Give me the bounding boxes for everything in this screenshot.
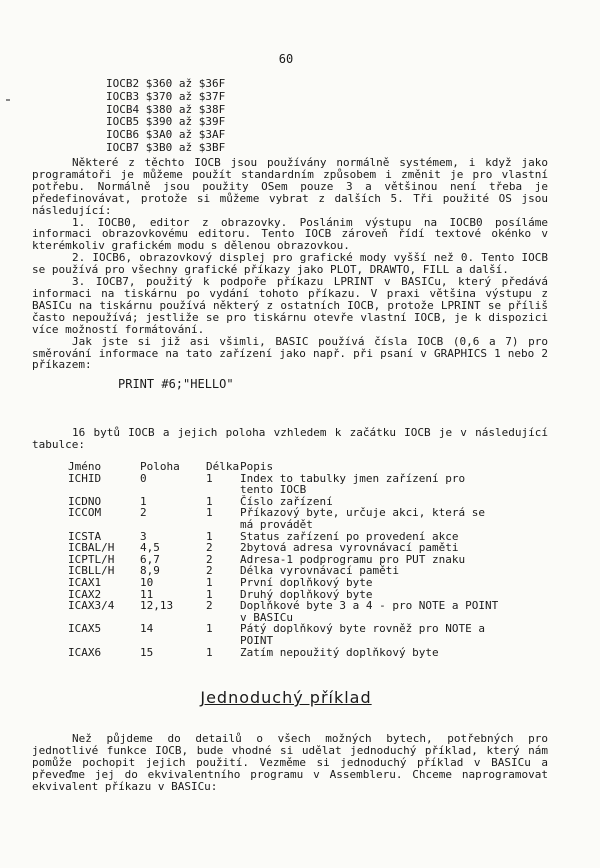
cell-name: ICHID [68,471,102,485]
cell-description: Pátý doplňkový byte rovněž pro NOTE a POINT [240,622,486,647]
cell-name: ICAX1 [68,575,102,589]
cell-description: Zatím nepoužitý doplňkový byte [240,645,439,659]
cell-position: 4,5 [140,541,160,555]
cell-name: ICPTL/H [68,552,115,566]
cell-description: Příkazový byte, určuje akci, která se má provádět [240,506,486,531]
cell-length: 2 [206,552,213,566]
list-item-iocb0: 1. IOCB0, editor z obrazovky. Poslánim výstupu na IOCB0 posíláme informaci obrazovkovému editoru. Tento IOCB zároveň řídí textové okénko v kterémkoliv grafickém modu s dělenou obrazovkou. [32,215,548,253]
table-row [68,577,500,589]
cell-name: ICAX5 [68,622,102,636]
cell-description: Status zařízení po provedení akce [240,529,459,543]
cell-position: 0 [140,471,147,485]
cell-description: Adresa-1 podprogramu pro PUT znaku [240,552,466,566]
cell-name: ICAX2 [68,587,102,601]
cell-length: 1 [206,494,213,508]
cell-name: ICCOM [68,506,102,520]
iocb-line: IOCB4 $380 až $38F [106,102,226,116]
cell-position: 15 [140,645,154,659]
cell-name: ICDNO [68,494,102,508]
cell-length: 1 [206,587,213,601]
cell-description: Druhý doplňkový byte [240,587,373,601]
table-row [68,623,500,646]
cell-description: Délka vyrovnávací paměti [240,564,399,578]
iocb-line: IOCB6 $3A0 až $3AF [106,128,226,142]
table-header [68,461,500,473]
cell-position: 6,7 [140,552,160,566]
cell-length: 1 [206,506,213,520]
page-number: 60 [278,52,294,66]
cell-description: Index to tabulky jmen zařízení pro tento IOCB [240,471,466,497]
cell-name: ICAX3/4 [68,599,115,613]
cell-description: 2bytová adresa vyrovnávací paměti [240,541,459,555]
cell-length: 1 [206,529,213,543]
cell-position: 12,13 [140,599,174,613]
main-text-block [32,157,548,371]
cell-name: ICSTA [68,529,102,543]
iocb-line: IOCB5 $390 až $39F [106,115,226,129]
iocb-table [68,461,500,658]
cell-position: 2 [140,506,147,520]
iocb-line: IOCB2 $360 až $36F [106,77,226,90]
header-length: Délka [206,460,240,473]
cell-length: 1 [206,622,213,636]
cell-length: 1 [206,471,213,485]
cell-position: 8,9 [140,564,160,578]
cell-name: ICBAL/H [68,541,115,555]
table-row [68,507,500,530]
cell-length: 1 [206,575,213,589]
cell-description: Číslo zařízení [240,494,333,508]
table-body [68,473,500,659]
table-row [68,600,500,623]
code-example: PRINT #6;"HELLO" [118,377,234,391]
paragraph-table-intro: 16 bytů IOCB a jejich poloha vzhledem k začátku IOCB je v následující tabulce: [32,426,548,451]
table-intro [32,427,548,451]
scan-mark [6,99,10,101]
cell-position: 1 [140,494,147,508]
cell-position: 10 [140,575,154,589]
cell-length: 2 [206,541,213,555]
iocb-line: IOCB7 $3B0 až $3BF [106,140,226,154]
table-row [68,473,500,496]
cell-position: 3 [140,529,147,543]
header-position: Poloha [140,460,180,473]
closing-text [32,733,548,793]
cell-length: 2 [206,564,213,578]
cell-description: První doplňkový byte [240,575,373,589]
table-row [68,542,500,554]
cell-length: 2 [206,599,213,613]
header-name: Jméno [68,460,102,473]
cell-position: 14 [140,622,154,636]
paragraph-example: Než půjdeme do detailů o všech možných bytech, potřebných pro jednotlivé funkce IOCB, bude vhodné si udělat jednoduchý příklad, který nám pomůže pochopit jejich použití. Vezměme si jednoduchý příklad v BASICu a převeďme jej do ekvivalentního programu v Assembleru. Chceme naprogramovat ekvivalent příkazu v BASICu: [32,732,548,793]
header-description: Popis [240,460,274,473]
paragraph-basic-note: Jak jste si již asi všimli, BASIC používá čísla IOCB (0,6 a 7) pro směrování informace na tato zařízení jako např. při psaní v GRAPHICS 1 nebo 2 příkazem: [32,334,548,372]
paragraph-intro: Některé z těchto IOCB jsou používány normálně systémem, i když jako programátoři je můžeme použít standardním způsobem i změnit je pro vlastní potřebu. Normálně jsou použity OSem pouze 3 a většinou není třeba je předefinovávat, protože si můžeme vybrat z dalších 5. Tři použité OS jsou následující: [32,156,548,217]
cell-position: 11 [140,587,154,601]
cell-length: 1 [206,645,213,659]
list-item-iocb6: 2. IOCB6, obrazovkový displej pro grafické mody vyšší než 0. Tento IOCB se používá pro všechny grafické příkazy jako PLOT, DRAWTO, FILL a další. [32,251,548,277]
cell-description: Doplňkové byte 3 a 4 - pro NOTE a POINT v BASICu [240,599,499,624]
section-heading: Jednoduchý příklad [200,688,372,707]
iocb-address-list [106,78,225,155]
cell-name: ICBLL/H [68,564,115,578]
cell-name: ICAX6 [68,645,102,659]
iocb-line: IOCB3 $370 až $37F [106,89,226,103]
table-row [68,647,500,659]
list-item-iocb7: 3. IOCB7, použitý k podpoře příkazu LPRINT v BASICu, který předává informaci na tiskárnu po vydání tohoto příkazu. V praxi většina výstupu z BASICu na tiskárnu používá některý z ostatních IOCB, protože LPRINT se příliš často nepoužívá; jestliže se pro tiskárnu otevře vlastní IOCB, je k dispozici více možností formátování. [32,275,548,336]
